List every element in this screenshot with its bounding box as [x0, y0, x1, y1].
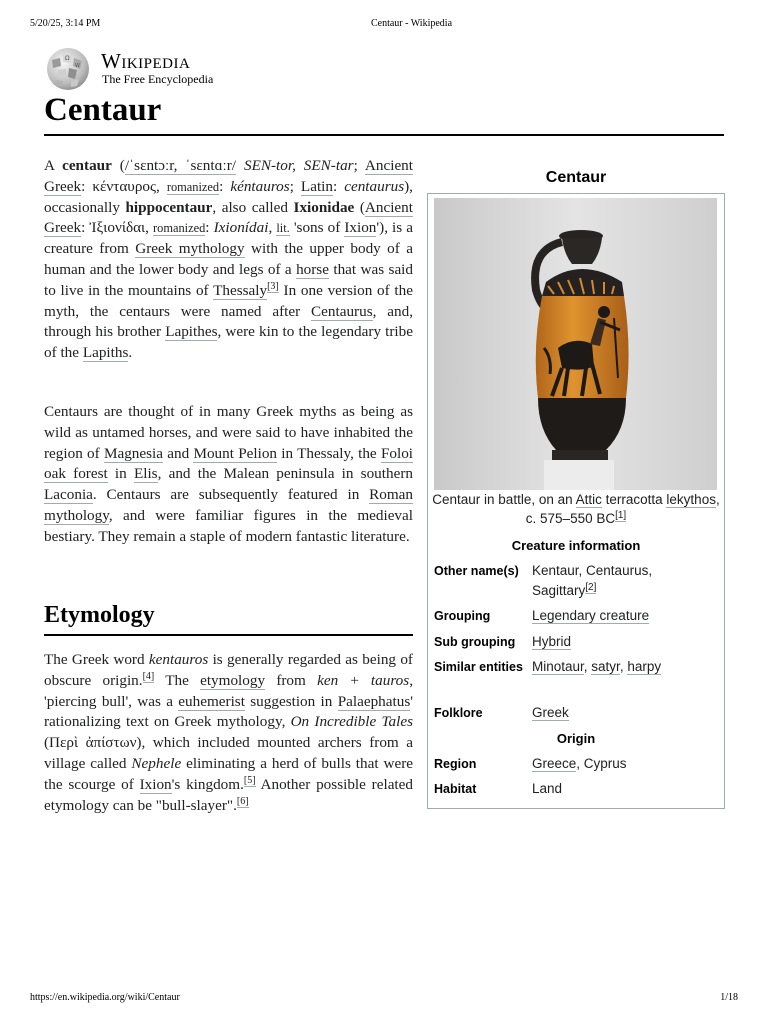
wikipedia-wordmark[interactable]: Wikipedia: [101, 49, 191, 73]
link-lapiths[interactable]: Lapiths: [82, 344, 129, 362]
link-horse[interactable]: horse: [296, 260, 329, 278]
page-title: Centaur: [44, 92, 162, 128]
link-lekythos[interactable]: lekythos: [666, 492, 716, 507]
infobox-row-habitat: Habitat Land: [434, 781, 563, 796]
etymology-paragraph: The Greek word kentauros is generally regarded as being of obscure origin.[4] The etymology from ken + tauros, 'piercing bull', was a euhemerist suggestion in Palaephatus' rationalizing text on Greek mythology, On Incredible Tales (Περὶ ἀπίστων), which included mounted archers from a village called Nephele eliminating a herd of bulls that were the scourge of Ixion's kingdom.[5] Another possible related etymology can be "bull-slayer".[6]: [44, 651, 413, 814]
link-ancient-greek[interactable]: Ancient Greek: [44, 157, 413, 195]
link-roman-mythology[interactable]: Roman mythology: [44, 486, 413, 524]
lead-paragraph-1: A centaur (/ˈsɛntɔːr, ˈsɛntɑːr/ SEN-tor, SEN-tar; Ancient Greek: κένταυρος, romanized: kéntauros; Latin: centaurus), occasionally hippocentaur, also called Ixionidae (Ancient Greek: Ἰξιονίδαι, romanized: Ixionídai, lit. 'sons of Ixion'), is a creature from Greek mythology with the upper body of a human and the lower body and legs of a horse that was said to live in the mountains of Thessaly[3] In one version of the myth, the centaurs were named after Centaurus, and, through his brother Lapithes, were kin to the legendary tribe of the Lapiths.: [44, 157, 413, 362]
ref-3[interactable]: [3]: [267, 280, 279, 292]
link-etymology[interactable]: etymology: [200, 671, 266, 689]
link-romanized[interactable]: romanized: [166, 179, 220, 194]
wikipedia-globe-logo[interactable]: [44, 46, 92, 92]
respelling: SEN-tor, SEN-tar: [243, 157, 354, 174]
infobox-row-similar-entities: Similar entities Minotaur, satyr, harpy: [434, 659, 662, 674]
infobox-section-creature-information: Creature information: [511, 538, 641, 553]
link-thessaly[interactable]: Thessaly: [213, 281, 268, 299]
infobox-image[interactable]: [434, 198, 717, 490]
print-url: https://en.wikipedia.org/wiki/Centaur: [30, 992, 180, 1003]
print-page-number: 1/18: [720, 992, 738, 1003]
link-mount-pelion[interactable]: Mount Pelion: [193, 444, 278, 462]
print-datetime: 5/20/25, 3:14 PM: [30, 18, 101, 29]
term-centaur: centaur: [62, 157, 112, 174]
section-heading-etymology: Etymology: [44, 602, 155, 628]
link-elis[interactable]: Elis: [133, 465, 158, 483]
infobox-caption: Centaur in battle, on an Attic terracotta lekythos, c. 575–550 BC[1]: [432, 492, 720, 526]
link-ixion[interactable]: Ixion: [344, 219, 377, 237]
term-ixionidae: Ixionidae: [293, 198, 355, 216]
link-satyr[interactable]: satyr: [591, 659, 620, 674]
ref-2[interactable]: [2]: [585, 581, 597, 593]
link-ancient-greek-2[interactable]: Ancient Greek: [44, 198, 413, 237]
link-latin[interactable]: Latin: [300, 177, 333, 195]
link-ixion-2[interactable]: Ixion: [139, 775, 172, 793]
svg-text:Ω: Ω: [65, 55, 70, 62]
ipa-pronunciation-link[interactable]: /ˈsɛntɔːr, ˈsɛntɑːr/: [124, 157, 237, 174]
ref-4[interactable]: [4]: [142, 670, 155, 682]
link-greek-mythology[interactable]: Greek mythology: [135, 240, 245, 258]
infobox-row-other-names: Other name(s) Kentaur, Centaurus, Sagittary[2]: [434, 563, 653, 598]
infobox-row-region: Region Greece, Cyprus: [434, 756, 627, 771]
link-palaephatus[interactable]: Palaephatus: [337, 692, 411, 710]
link-harpy[interactable]: harpy: [627, 659, 662, 674]
ref-1[interactable]: [1]: [615, 509, 627, 521]
link-euhemerist[interactable]: euhemerist: [178, 692, 245, 710]
infobox-row-folklore: Folklore Greek: [434, 705, 569, 720]
infobox-row-sub-grouping: Sub grouping Hybrid: [434, 634, 572, 649]
link-greece[interactable]: Greece: [532, 756, 577, 771]
link-literally[interactable]: lit.: [276, 221, 290, 236]
link-centaurus[interactable]: Centaurus: [311, 302, 373, 320]
infobox-title: Centaur: [545, 169, 607, 186]
link-legendary-creature[interactable]: Legendary creature: [532, 608, 650, 623]
print-tab-title: Centaur - Wikipedia: [370, 18, 453, 29]
link-magnesia[interactable]: Magnesia: [103, 444, 164, 462]
section-divider: [44, 634, 413, 636]
lead-paragraph-2: Centaurs are thought of in many Greek myths as being as wild as untamed horses, and were said to have inhabited the region of Magnesia and Mount Pelion in Thessaly, the Foloi oak forest in Elis, and the Malean peninsula in southern Laconia. Centaurs are subsequently featured in Roman mythology, and were familiar figures in the medieval bestiary. They remain a staple of modern fantastic literature.: [44, 403, 414, 545]
link-attic[interactable]: Attic: [575, 492, 602, 507]
link-romanized-2[interactable]: romanized: [153, 221, 206, 236]
ref-6[interactable]: [6]: [236, 795, 249, 807]
wikipedia-tagline: The Free Encyclopedia: [102, 72, 214, 86]
title-divider: [44, 134, 724, 136]
link-minotaur[interactable]: Minotaur: [532, 659, 584, 674]
ref-5[interactable]: [5]: [243, 774, 256, 786]
link-greek[interactable]: Greek: [532, 705, 569, 720]
term-hippocentaur: hippocentaur: [125, 198, 213, 216]
infobox-row-grouping: Grouping Legendary creature: [434, 608, 650, 623]
link-laconia[interactable]: Laconia: [44, 486, 93, 504]
link-hybrid[interactable]: Hybrid: [532, 634, 572, 649]
infobox-section-origin: Origin: [556, 731, 596, 746]
svg-text:W: W: [75, 63, 80, 69]
link-lapithes[interactable]: Lapithes: [165, 323, 218, 341]
link-foloi-oak-forest[interactable]: Foloi oak forest: [44, 444, 414, 483]
